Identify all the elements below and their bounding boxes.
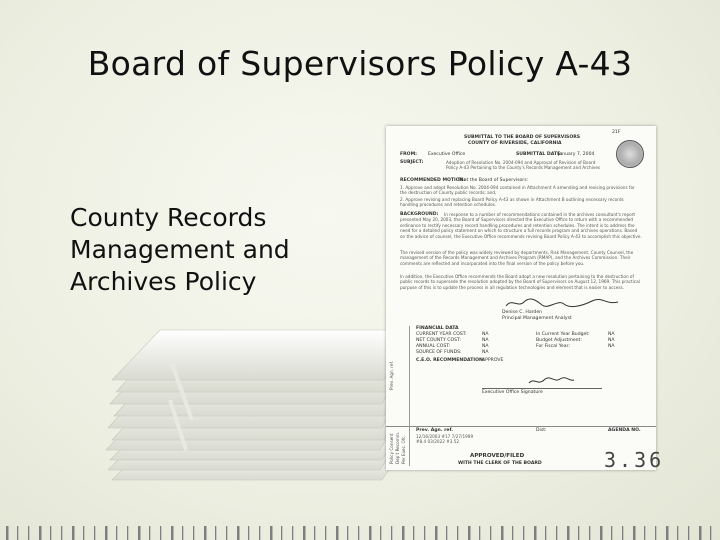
fin-row-right-label: For Fiscal Year: bbox=[536, 344, 570, 349]
bottom-tick-border bbox=[0, 526, 720, 540]
doc-filed-stamp-1: APPROVED/FILED bbox=[470, 453, 525, 459]
side-stamp-text: Prev. Agn. ref. bbox=[389, 360, 394, 390]
doc-subject-label: SUBJECT: bbox=[400, 160, 424, 165]
slide-subtitle: County Records Management and Archives Policy bbox=[70, 203, 290, 296]
doc-exec-sig-label: Executive Office Signature bbox=[482, 390, 543, 395]
doc-header-line1: SUBMITTAL TO THE BOARD OF SUPERVISORS bbox=[464, 135, 581, 140]
doc-background-3: In addition, the Executive Office recommends the Board adopt a new resolution pertaining to the destruction of public records to supersede the resolution adopted by the Board of Supervisors on August 12, 1969. This practical purpose of this is to update the process in all regulation technologies and element that is easier to access. bbox=[400, 274, 640, 290]
side-stamp-text: Per Exec. Ofc. bbox=[401, 435, 406, 464]
doc-signer-name: Denise C. Harden bbox=[502, 310, 543, 315]
doc-subject-value: Adoption of Resolution No. 2004-094 and Approval of Revision of Board Policy A-43 Pertaining to the County's Records Management and Archives bbox=[446, 160, 601, 171]
doc-footer-agenda: AGENDA NO. bbox=[608, 428, 641, 433]
doc-motion-1: 1. Approve and adopt Resolution No. 2004-094 contained in Attachment A amending and revising provisions for the destruction of County public records; and, bbox=[400, 185, 635, 196]
doc-background-1: In response to a number of recommendations contained in the archives consultant's report presented May 20, 2003, the Board of Supervisors directed the Executive Office to return with a recommended ordinance to rectify necessary record handling procedures and retention schedules. The intent is to address the need for a detailed policy statement on which to structure a full records program and archives operations. Based on the advice of counsel, the Executive Office recommends revising Board Policy A-43 to accomplish this objective. bbox=[400, 212, 642, 239]
fin-row-value: NA bbox=[482, 338, 489, 343]
doc-background-2: The revised version of the policy was widely reviewed by departments, Risk Management, County Counsel, the management of the Records Management and Archives Program (RMAP), and the Archives Commission. Their comments are reflected and incorporated into the final version of the policy before you. bbox=[400, 250, 634, 266]
doc-footer-ids: 12/16/2003 #17 7/27/1999 #8.4 03/2022 #3.52 bbox=[416, 434, 474, 445]
doc-background-label: BACKGROUND: bbox=[400, 212, 439, 217]
doc-recommended-label: RECOMMENDED MOTION: bbox=[400, 178, 466, 183]
fin-row-right-value: NA bbox=[608, 332, 615, 337]
doc-date-label: SUBMITTAL DATE: bbox=[516, 152, 563, 157]
doc-footer-dist: Dist: bbox=[536, 428, 547, 433]
side-stamp-text: Dep't Recomm. bbox=[395, 431, 400, 464]
fin-row-right-label: Budget Adjustment: bbox=[536, 338, 582, 343]
doc-from-label: FROM: bbox=[400, 152, 417, 157]
fin-row-right-value: NA bbox=[608, 338, 615, 343]
side-stamp-text: Policy Consent bbox=[389, 433, 394, 464]
doc-from-value: Executive Office bbox=[428, 152, 466, 157]
doc-signer-title: Principal Management Analyst bbox=[502, 316, 572, 321]
doc-ceo-label: C.E.O. RECOMMENDATION: bbox=[416, 358, 485, 363]
doc-motion-2: 2. Approve revising and replacing Board Policy A-43 as shown in Attachment B outlining necessary records handling procedures and retention schedules. bbox=[400, 197, 624, 208]
doc-recommended-value: That the Board of Supervisors: bbox=[458, 178, 529, 183]
doc-filed-stamp-2: WITH THE CLERK OF THE BOARD bbox=[458, 461, 542, 466]
page-number: 3.36 bbox=[604, 448, 665, 472]
executive-signature bbox=[526, 374, 576, 388]
fin-row-right-value: NA bbox=[608, 344, 615, 349]
doc-stamp: 21F bbox=[612, 130, 621, 135]
doc-ceo-value: APPROVE bbox=[482, 358, 504, 363]
fin-row-value: NA bbox=[482, 344, 489, 349]
slide-title: Board of Supervisors Policy A-43 bbox=[87, 44, 633, 83]
fin-row-label: SOURCE OF FUNDS: bbox=[416, 350, 462, 355]
doc-footer-prev: Prev. Agn. ref. bbox=[416, 428, 454, 433]
board-document-scan bbox=[386, 126, 656, 470]
fin-row-label: NET COUNTY COST: bbox=[416, 338, 461, 343]
fin-row-value: NA bbox=[482, 332, 489, 337]
fin-row-label: CURRENT YEAR COST: bbox=[416, 332, 467, 337]
analyst-signature bbox=[502, 296, 622, 310]
fin-row-label: ANNUAL COST: bbox=[416, 344, 451, 349]
fin-row-right-label: In Current Year Budget: bbox=[536, 332, 590, 337]
paper-stack-image bbox=[82, 300, 422, 485]
fin-row-value: NA bbox=[482, 350, 489, 355]
doc-side-stamp bbox=[387, 326, 410, 466]
doc-header-line2: COUNTY OF RIVERSIDE, CALIFORNIA bbox=[468, 141, 562, 146]
fin-row-label: FINANCIAL DATA bbox=[416, 326, 459, 331]
doc-date-value: January 7, 2004 bbox=[558, 152, 595, 157]
county-seal-icon bbox=[616, 140, 644, 168]
